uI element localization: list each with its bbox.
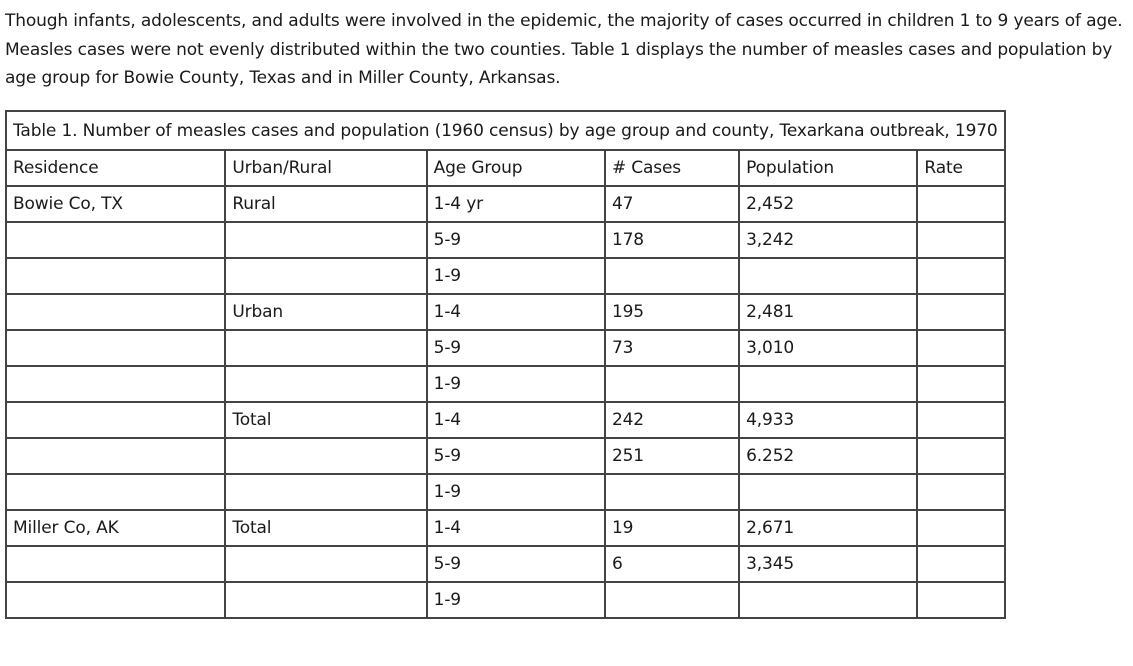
cell-rate [917, 294, 1004, 330]
intro-line-2: Measles cases were not evenly distributed within the two counties. Table 1 displays the number of measles cases and population by [5, 39, 1113, 60]
column-header-population: Population [739, 150, 917, 186]
cell-population: 3,345 [739, 546, 917, 582]
column-header-urban-rural: Urban/Rural [225, 150, 426, 186]
cell-population: 2,452 [739, 186, 917, 222]
cell-population: 2,481 [739, 294, 917, 330]
cell-rate [917, 582, 1004, 618]
table-caption: Table 1. Number of measles cases and population (1960 census) by age group and county, Texarkana outbreak, 1970 [5, 110, 1006, 149]
cell-cases: 195 [605, 294, 739, 330]
cell-cases: 73 [605, 330, 739, 366]
measles-table [5, 110, 1006, 619]
cell-rate [917, 186, 1004, 222]
cell-rate [917, 366, 1004, 402]
cell-age-group: 1-9 [427, 474, 605, 510]
cell-cases: 242 [605, 402, 739, 438]
cell-age-group: 5-9 [427, 438, 605, 474]
cell-cases [605, 258, 739, 294]
cell-urban-rural [225, 582, 426, 618]
cell-residence: Miller Co, AK [6, 510, 225, 546]
cell-age-group: 1-4 yr [427, 186, 605, 222]
cell-urban-rural [225, 474, 426, 510]
cell-urban-rural [225, 438, 426, 474]
cell-population: 3,010 [739, 330, 917, 366]
cell-residence: Bowie Co, TX [6, 186, 225, 222]
cell-residence [6, 402, 225, 438]
intro-paragraph [5, 7, 1130, 93]
table-row [6, 438, 1005, 474]
table-row [6, 330, 1005, 366]
cell-age-group: 1-4 [427, 510, 605, 546]
cell-cases: 6 [605, 546, 739, 582]
cell-cases: 47 [605, 186, 739, 222]
cell-age-group: 1-9 [427, 258, 605, 294]
table-row [6, 510, 1005, 546]
cell-urban-rural: Total [225, 402, 426, 438]
cell-rate [917, 222, 1004, 258]
cell-population [739, 474, 917, 510]
cell-population: 3,242 [739, 222, 917, 258]
cell-cases [605, 366, 739, 402]
cell-cases: 251 [605, 438, 739, 474]
cell-rate [917, 402, 1004, 438]
table-header-row [6, 150, 1005, 186]
cell-population: 6.252 [739, 438, 917, 474]
cell-age-group: 1-4 [427, 402, 605, 438]
column-header-residence: Residence [6, 150, 225, 186]
cell-residence [6, 546, 225, 582]
cell-rate [917, 438, 1004, 474]
cell-age-group: 5-9 [427, 546, 605, 582]
cell-residence [6, 438, 225, 474]
cell-residence [6, 582, 225, 618]
cell-population: 4,933 [739, 402, 917, 438]
measles-table-container [5, 110, 1006, 619]
column-header-cases: # Cases [605, 150, 739, 186]
table-body [6, 186, 1005, 618]
cell-rate [917, 510, 1004, 546]
cell-cases: 19 [605, 510, 739, 546]
cell-population [739, 582, 917, 618]
cell-rate [917, 258, 1004, 294]
cell-age-group: 1-9 [427, 366, 605, 402]
cell-rate [917, 474, 1004, 510]
cell-residence [6, 330, 225, 366]
cell-age-group: 1-9 [427, 582, 605, 618]
cell-residence [6, 294, 225, 330]
cell-residence [6, 222, 225, 258]
cell-urban-rural: Rural [225, 186, 426, 222]
cell-residence [6, 474, 225, 510]
cell-residence [6, 366, 225, 402]
cell-rate [917, 330, 1004, 366]
cell-age-group: 5-9 [427, 222, 605, 258]
column-header-rate: Rate [917, 150, 1004, 186]
table-row [6, 186, 1005, 222]
cell-rate [917, 546, 1004, 582]
intro-line-1: Though infants, adolescents, and adults were involved in the epidemic, the majority of cases occurred in children 1 to 9 years of age. [5, 11, 1123, 31]
cell-urban-rural [225, 546, 426, 582]
cell-cases: 178 [605, 222, 739, 258]
table-row [6, 474, 1005, 510]
cell-urban-rural [225, 222, 426, 258]
cell-urban-rural: Total [225, 510, 426, 546]
cell-urban-rural [225, 330, 426, 366]
cell-age-group: 1-4 [427, 294, 605, 330]
table-row [6, 366, 1005, 402]
table-row [6, 582, 1005, 618]
intro-line-3: age group for Bowie County, Texas and in Miller County, Arkansas. [5, 68, 561, 88]
cell-cases [605, 582, 739, 618]
cell-urban-rural [225, 258, 426, 294]
table-row [6, 402, 1005, 438]
column-header-age-group: Age Group [427, 150, 605, 186]
cell-urban-rural: Urban [225, 294, 426, 330]
cell-population [739, 366, 917, 402]
table-row [6, 546, 1005, 582]
cell-population: 2,671 [739, 510, 917, 546]
cell-urban-rural [225, 366, 426, 402]
table-row [6, 294, 1005, 330]
table-row [6, 258, 1005, 294]
table-row [6, 222, 1005, 258]
cell-age-group: 5-9 [427, 330, 605, 366]
cell-cases [605, 474, 739, 510]
cell-residence [6, 258, 225, 294]
cell-population [739, 258, 917, 294]
